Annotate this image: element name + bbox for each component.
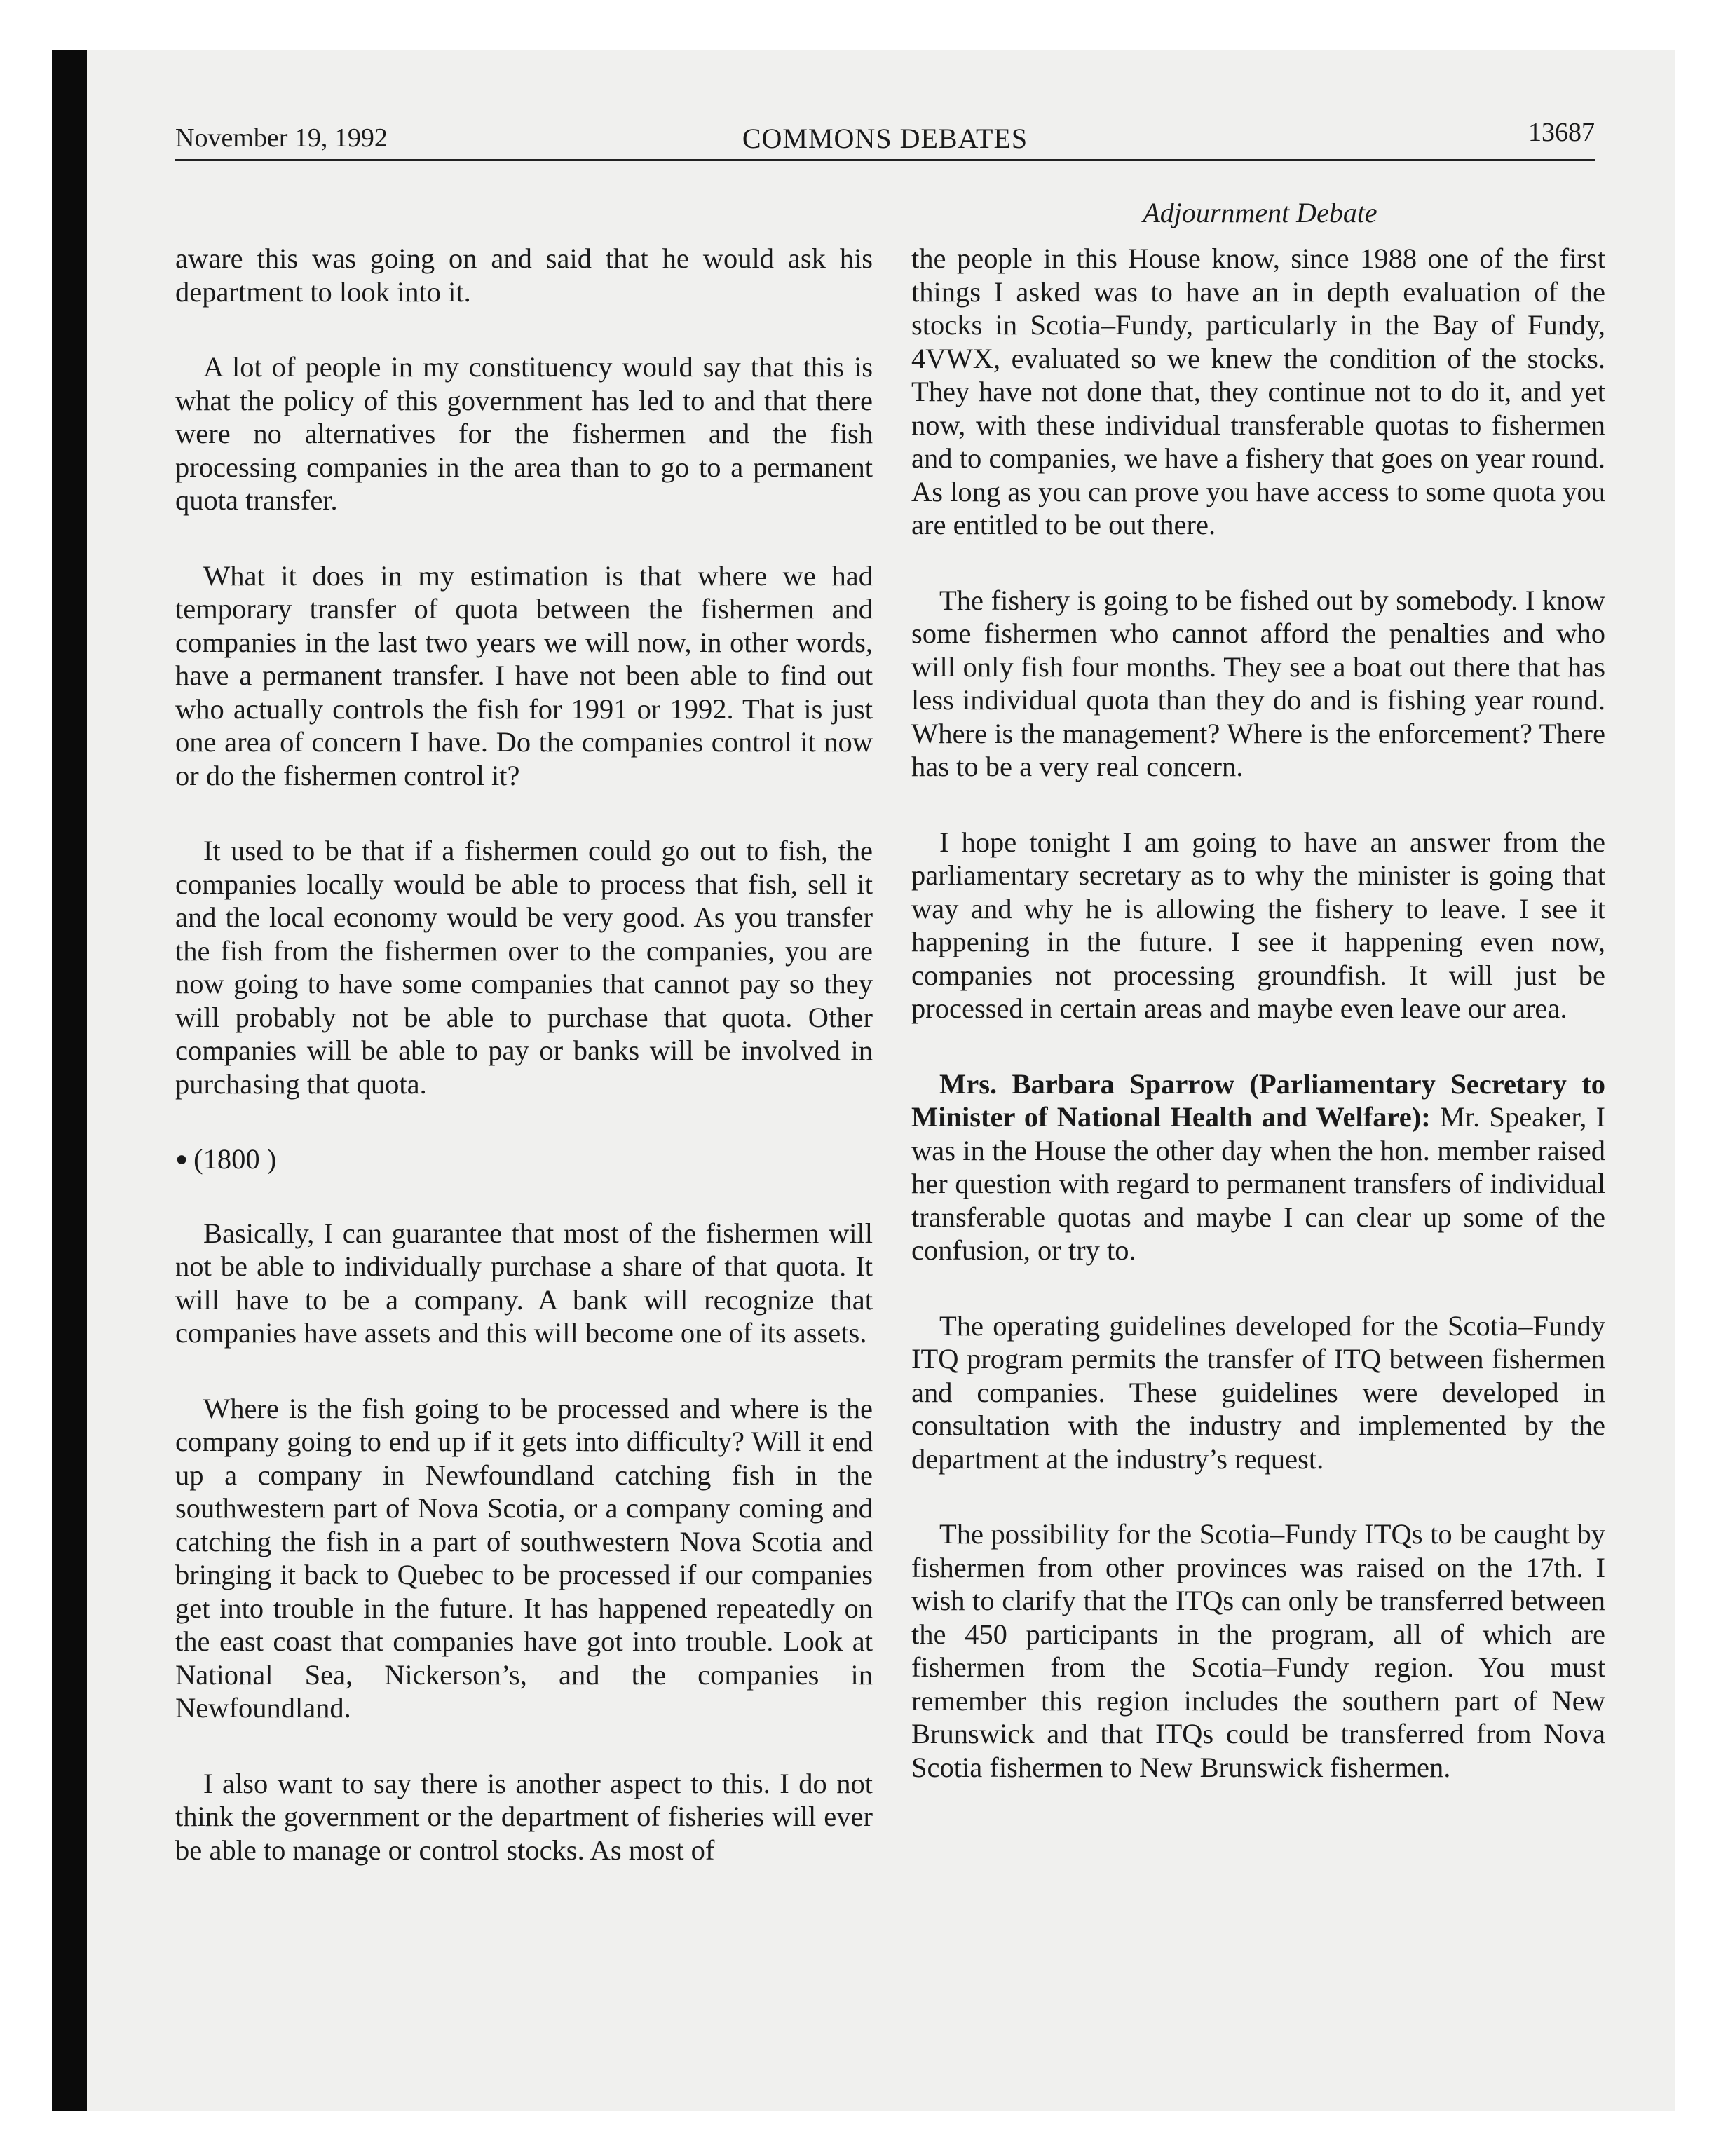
time-stamp xyxy=(175,1142,873,1176)
speaker-name: Mrs. Barbara Sparrow (Parliamentary Secretary to Minister of National Health and Welfare): xyxy=(911,1067,1605,1133)
binding-edge xyxy=(52,50,87,2111)
speech-text: Mr. Speaker, I was in the House the other day when the hon. member raised her question with regard to permanent transfers of individual transferable quotas and maybe I can clear up some of the confusion, or try to. xyxy=(911,1101,1605,1266)
paragraph: The fishery is going to be fished out by somebody. I know some fishermen who cannot afford the penalties and who will only fish four months. They see a boat out there that has less individual quota than they do and is fishing year round. Where is the management? Where is the enforcement? There has to be a very real concern. xyxy=(911,584,1605,782)
page-number: 13687 xyxy=(1528,118,1595,147)
page-header xyxy=(175,116,1595,158)
paragraph: Basically, I can guarantee that most of the fishermen will not be able to individually purchase a share of that quota. It will have to be a company. A bank will recognize that companies have assets and this will become one of its assets. xyxy=(175,1217,873,1349)
paragraph: the people in this House know, since 1988 one of the first things I asked was to have an in depth evaluation of the stocks in Scotia–Fundy, particularly in the Bay of Fundy, 4VWX, evaluated so we knew the condition of the stocks. They have not done that, they continue not to do it, and yet now, with these individual transferable quotas to fishermen and to companies, we have a fishery that goes on year round. As long as you can prove you have access to some quota you are entitled to be out there. xyxy=(911,243,1605,540)
speech-paragraph xyxy=(911,1067,1605,1267)
time-stamp-text: (1800 ) xyxy=(193,1143,277,1175)
paragraph: It used to be that if a fishermen could go out to fish, the companies locally would be able to process that fish, sell it and the local economy would be very good. As you transfer the fish from the fishermen over to the companies, you are now going to have some companies that cannot pay so they will probably not be able to purchase that quota. Other companies will be able to pay or banks will be involved in purchasing that quota. xyxy=(175,835,873,1100)
paragraph: Where is the fish going to be processed and where is the company going to end up if it gets into difficulty? Will it end up a company in Newfoundland catching fish in the southwestern part of Nova Scotia, or a company coming and catching the fish in a part of southwestern Nova Scotia and bringing it back to Quebec to be processed if our companies get into trouble in the future. It has happened repeatedly on the east coast that companies have got into trouble. Look at National Sea, Nickerson’s, and the companies in Newfoundland. xyxy=(175,1392,873,1724)
paragraph: aware this was going on and said that he would ask his department to look into it. xyxy=(175,243,873,308)
paragraph: I hope tonight I am going to have an answer from the parliamentary secretary as to why the minister is going that way and why he is allowing the fishery to leave. I see it happening in the future. I see it happening even now, companies not processing groundfish. It will just be processed in certain areas and maybe even leave our area. xyxy=(911,826,1605,1024)
bullet-icon: ● xyxy=(175,1147,189,1171)
paragraph: I also want to say there is another aspect to this. I do not think the government or the department of fisheries will ever be able to manage or control stocks. As most of xyxy=(175,1767,873,1866)
paragraph: A lot of people in my constituency would say that this is what the policy of this government has led to and that there were no alternatives for the fishermen and the fish processing companies in the area than to go to a permanent quota transfer. xyxy=(175,351,873,516)
left-column xyxy=(175,242,873,1909)
header-title: COMMONS DEBATES xyxy=(742,123,1028,154)
running-head: Adjournment Debate xyxy=(1143,197,1377,228)
header-rule xyxy=(175,159,1595,161)
right-column xyxy=(911,242,1605,1826)
paragraph: What it does in my estimation is that where we had temporary transfer of quota between the fishermen and companies in the last two years we will now, in other words, have a permanent transfer. I have not been able to find out who actually controls the fish for 1991 or 1992. That is just one area of concern I have. Do the companies control it now or do the fishermen control it? xyxy=(175,559,873,791)
paragraph: The possibility for the Scotia–Fundy ITQs to be caught by fishermen from other provinces was raised on the 17th. I wish to clarify that the ITQs can only be transferred between the 450 participants in the program, all of which are fishermen from the Scotia–Fundy region. You must remember this region includes the southern part of New Brunswick and that ITQs could be transferred from Nova Scotia fishermen to New Brunswick fishermen. xyxy=(911,1518,1605,1783)
header-date: November 19, 1992 xyxy=(175,123,388,153)
paragraph: The operating guidelines developed for the Scotia–Fundy ITQ program permits the transfer of ITQ between fishermen and companies. These guidelines were developed in consultation with the industry and implemented by the department at the industry’s request. xyxy=(911,1309,1605,1475)
